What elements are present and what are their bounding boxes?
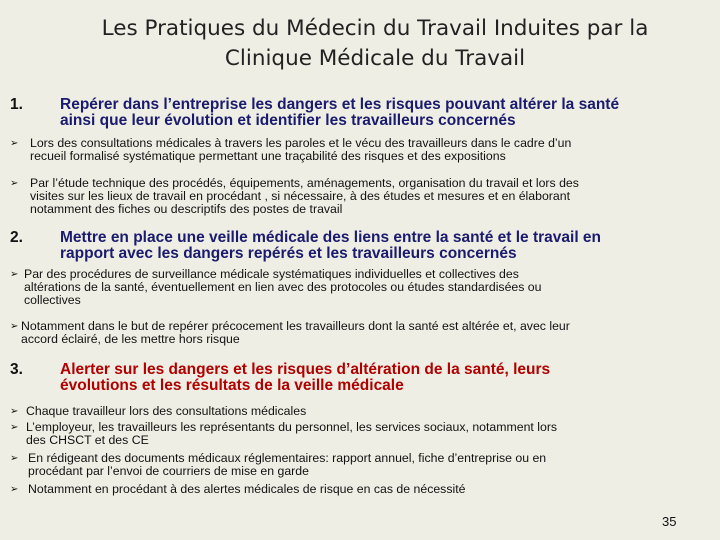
title-line: Les Pratiques du Médecin du Travail Induites par la (101, 16, 649, 41)
bullet-line: des CHSCT et des CE (26, 433, 149, 447)
section-heading-line: ainsi que leur évolution et identifier les travailleurs concernés (60, 112, 516, 129)
bullet-line: Notamment en procédant à des alertes médicales de risque en cas de nécessité (28, 482, 466, 496)
section-number: 3. (10, 361, 23, 378)
section-heading-line: Repérer dans l’entreprise les dangers et les risques pouvant altérer la santé (60, 96, 620, 113)
bullet-line: Par des procédures de surveillance médicale systématiques individuelles et collectives des (24, 267, 519, 281)
section-heading-line: Alerter sur les dangers et les risques d’altération de la santé, leurs (60, 361, 551, 378)
bullet-line: recueil formalisé systématique permettant une traçabilité des risques et des expositions (30, 149, 506, 163)
arrow-bullet-icon: ➢ (10, 178, 19, 189)
section-number: 2. (10, 229, 23, 246)
section-heading-line: rapport avec les dangers repérés et les travailleurs concernés (60, 245, 517, 262)
arrow-bullet-icon: ➢ (10, 422, 19, 433)
bullet-line: Notamment dans le but de repérer précocement les travailleurs dont la santé est altérée et, avec leur (21, 319, 570, 333)
section-heading-line: Mettre en place une veille médicale des liens entre la santé et le travail en (60, 229, 602, 246)
bullet-line: En rédigeant des documents médicaux réglementaires: rapport annuel, fiche d’entreprise ou en (28, 451, 547, 465)
bullet-line: L’employeur, les travailleurs les représentants du personnel, les services sociaux, notamment lors (26, 420, 558, 434)
bullet-line: visites sur les lieux de travail en procédant , si nécessaire, à des études et mesures et en élaborant (30, 189, 570, 203)
arrow-bullet-icon: ➢ (10, 484, 19, 495)
arrow-bullet-icon: ➢ (10, 406, 19, 417)
arrow-bullet-icon: ➢ (10, 453, 19, 464)
bullet-line: Par l’étude technique des procédés, équipements, aménagements, organisation du travail et lors des (30, 176, 579, 190)
bullet-line: altérations de la santé, éventuellement en lien avec des protocoles ou études standardisées ou (24, 280, 542, 294)
bullet-line: Chaque travailleur lors des consultations médicales (26, 404, 307, 418)
page-number: 35 (662, 514, 677, 529)
arrow-bullet-icon: ➢ (10, 269, 19, 280)
bullet-line: Lors des consultations médicales à travers les paroles et le vécu des travailleurs dans le cadre d’un (30, 136, 572, 150)
bullet-line: accord éclairé, de les mettre hors risque (21, 332, 240, 346)
slide-title (40, 14, 710, 74)
bullet-line: procédant par l’envoi de courriers de mise en garde (28, 464, 309, 478)
section-heading-line: évolutions et les résultats de la veille médicale (60, 377, 404, 394)
bullet-line: notamment des fiches ou descriptifs des postes de travail (30, 202, 343, 216)
arrow-bullet-icon: ➢ (10, 321, 19, 332)
title-line: Clinique Médicale du Travail (224, 46, 526, 71)
bullet-line: collectives (24, 293, 81, 307)
section-number: 1. (10, 96, 23, 113)
arrow-bullet-icon: ➢ (10, 138, 19, 149)
